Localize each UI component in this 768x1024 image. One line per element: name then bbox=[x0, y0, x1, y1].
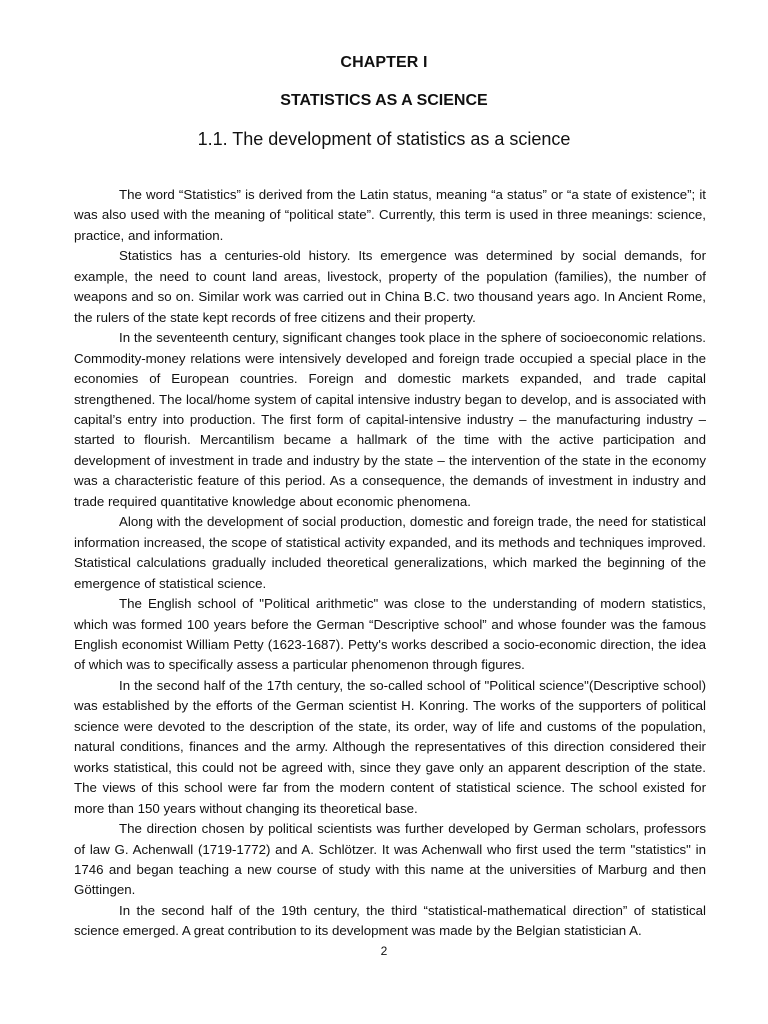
paragraph: In the second half of the 19th century, the third “statistical-mathematical direction” of statistical science emerged. A great contribution to its development was made by the Belgian statistician A. bbox=[74, 902, 706, 939]
page-number: 2 bbox=[380, 944, 388, 958]
paragraph: In the seventeenth century, significant changes took place in the sphere of socioeconomic relations. Commodity-money relations were intensively developed and foreign trade occupied a special place in the economies of European countries. Foreign and domestic markets expanded, and trade capital strengthened. The local/home system of capital intensive industry began to develop, and is associated with capital’s entry into production. The first form of capital-intensive industry – the manufacturing industry – started to flourish. Mercantilism became a hallmark of the time with the active participation and development of investment in trade and industry by the state – the intervention of the state in the economy was a characteristic feature of this period. As a consequence, the demands of investment in industry and trade required quantitative knowledge about economic phenomena. bbox=[74, 330, 706, 509]
chapter-title: STATISTICS AS A SCIENCE bbox=[280, 92, 488, 109]
paragraph: Along with the development of social production, domestic and foreign trade, the need for statistical information increased, the scope of statistical activity expanded, and its methods and techniques improved. Statistical calculations gradually included theoretical generalizations, which marked the beginning of the emergence of statistical science. bbox=[74, 514, 706, 591]
paragraph: The word “Statistics” is derived from the Latin status, meaning “a status” or “a state of existence”; it was also used with the meaning of “political state”. Currently, this term is used in three meanings: science, practice, and information. bbox=[74, 187, 706, 243]
body-text bbox=[74, 185, 706, 942]
paragraph: In the second half of the 17th century, the so-called school of "Political science"(Descriptive school) was established by the efforts of the German scientist H. Konring. The works of the supporters of political science were devoted to the description of the state, its order, way of life and customs of the population, natural conditions, finances and the army. Although the representatives of this direction considered their works statistical, this could not be agreed with, since they gave only an apparent description of the state. The views of this school were far from the modern content of statistical science. The school existed for more than 150 years without changing its theoretical base. bbox=[74, 677, 706, 816]
paragraph: Statistics has a centuries-old history. Its emergence was determined by social demands, for example, the need to count land areas, livestock, property of the population (families), the number of weapons and so on. Similar work was carried out in China B.C. two thousand years ago. In Ancient Rome, the rulers of the state kept records of free citizens and their property. bbox=[74, 248, 706, 325]
chapter-heading: CHAPTER I bbox=[340, 54, 428, 71]
paragraph: The English school of "Political arithmetic" was close to the understanding of modern statistics, which was formed 100 years before the German “Descriptive school” and whose founder was the famous English economist William Petty (1623-1687). Petty's works described a socio-economic direction, the idea of which was to specifically assess a particular phenomenon through figures. bbox=[74, 596, 706, 673]
paragraph: The direction chosen by political scientists was further developed by German scholars, professors of law G. Achenwall (1719-1772) and A. Schlötzer. It was Achenwall who first used the term "statistics" in 1746 and began teaching a new course of study with this name at the universities of Marburg and then Göttingen. bbox=[74, 821, 706, 898]
section-title: 1.1. The development of statistics as a science bbox=[197, 129, 571, 149]
